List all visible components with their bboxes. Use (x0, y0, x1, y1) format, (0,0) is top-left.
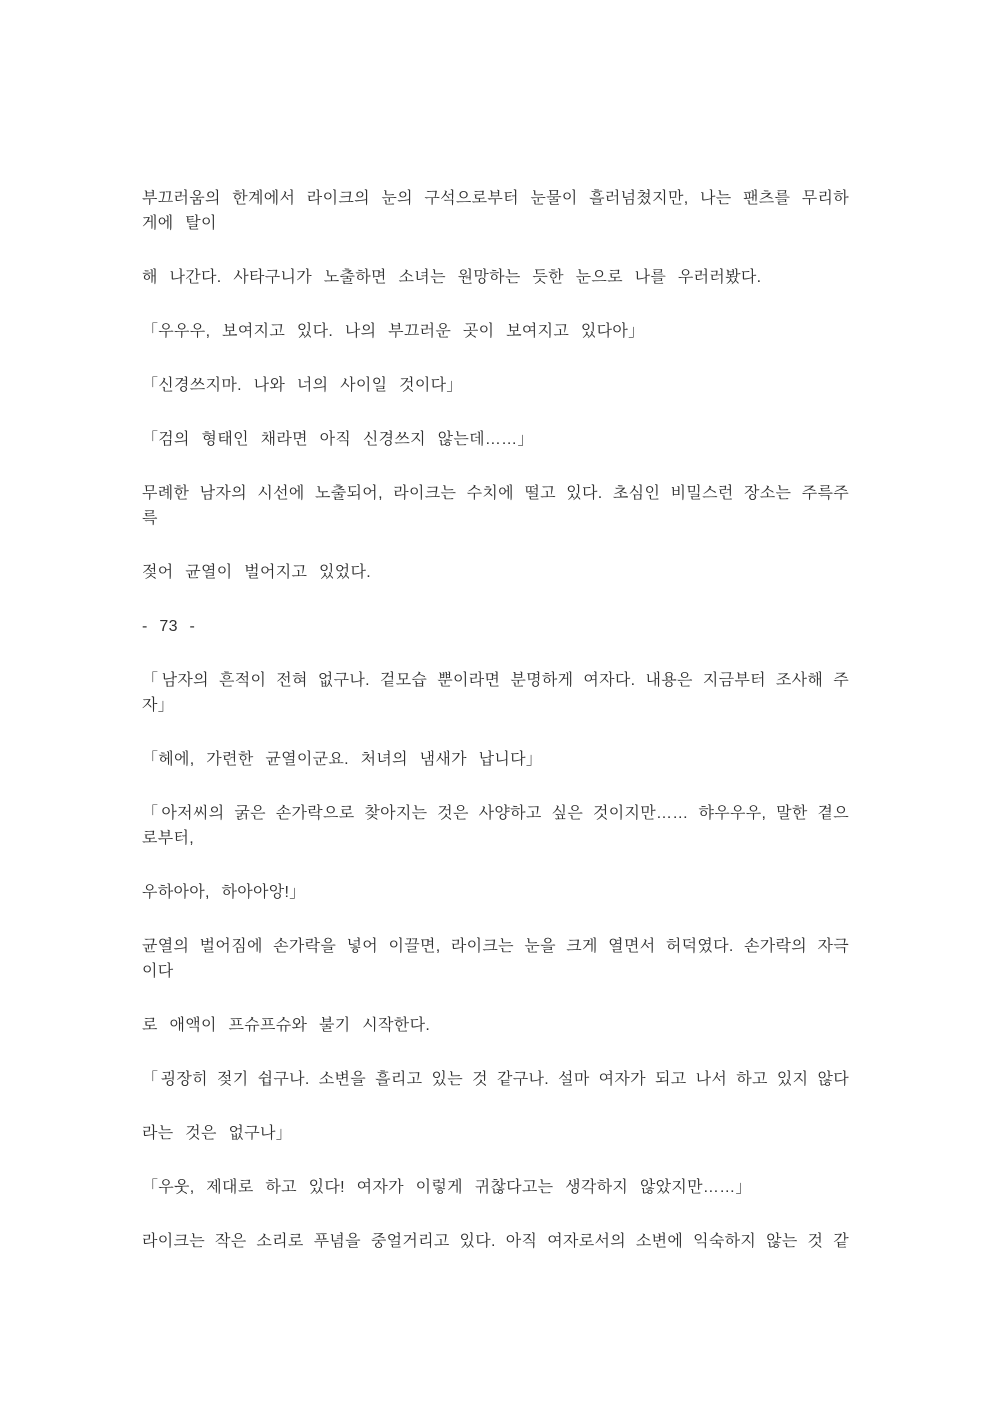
dialogue-line: 로부터, (142, 830, 195, 847)
paragraph (142, 427, 849, 452)
paragraph (142, 186, 849, 236)
text-line: 로 애액이 프슈프슈와 불기 시작한다. (142, 1017, 431, 1034)
text-line: 이다 (142, 963, 174, 980)
text-line: 젖어 균열이 벌어지고 있었다. (142, 564, 372, 581)
paragraph (142, 1067, 849, 1092)
dialogue-line: 라는 것은 없구나」 (142, 1125, 293, 1142)
paragraph (142, 668, 849, 718)
page-number: - 73 - (142, 618, 196, 635)
paragraph (142, 747, 849, 772)
text-line: 게에 탈이 (142, 215, 217, 232)
text-line: 무례한 남자의 시선에 노출되어, 라이크는 수치에 떨고 있다. 초심인 비밀스런 장소는 주륵주 (142, 485, 849, 502)
paragraph (142, 880, 849, 905)
paragraph (142, 560, 849, 585)
text-content (142, 186, 849, 1254)
paragraph (142, 1175, 849, 1200)
paragraph (142, 1013, 849, 1038)
paragraph (142, 1229, 849, 1254)
text-line: 부끄러움의 한계에서 라이크의 눈의 구석으로부터 눈물이 흘러넘쳤지만, 나는 팬츠를 무리하 (142, 190, 849, 207)
paragraph (142, 1121, 849, 1146)
paragraph (142, 373, 849, 398)
dialogue-line: 우하아아, 하아아앙!」 (142, 884, 306, 901)
paragraph (142, 801, 849, 851)
dialogue-line: 「우우우, 보여지고 있다. 나의 부끄러운 곳이 보여지고 있다아」 (142, 323, 645, 340)
paragraph (142, 319, 849, 344)
paragraph (142, 614, 849, 639)
paragraph (142, 934, 849, 984)
text-line: 라이크는 작은 소리로 푸념을 중얼거리고 있다. 아직 여자로서의 소변에 익숙하지 않는 것 같 (142, 1233, 849, 1250)
dialogue-line: 「헤에, 가련한 균열이군요. 처녀의 냄새가 납니다」 (142, 751, 543, 768)
paragraph (142, 265, 849, 290)
text-line: 균열의 벌어짐에 손가락을 넣어 이끌면, 라이크는 눈을 크게 열면서 허덕였다. 손가락의 자극 (142, 938, 849, 955)
text-line: 해 나간다. 사타구니가 노출하면 소녀는 원망하는 듯한 눈으로 나를 우러러봤다. (142, 269, 762, 286)
dialogue-line: 「우웃, 제대로 하고 있다! 여자가 이렇게 귀찮다고는 생각하지 않았지만……」 (142, 1179, 752, 1196)
dialogue-line: 「남자의 흔적이 전혀 없구나. 겉모습 뿐이라면 분명하게 여자다. 내용은 지금부터 조사해 주 (142, 672, 849, 689)
dialogue-line: 자」 (142, 697, 175, 714)
text-line: 륵 (142, 510, 158, 527)
dialogue-line: 「검의 형태인 채라면 아직 신경쓰지 않는데……」 (142, 431, 534, 448)
dialogue-line: 「아저씨의 굵은 손가락으로 찾아지는 것은 사양하고 싶은 것이지만…… 햐우우우, 말한 곁으 (142, 805, 849, 822)
dialogue-line: 「신경쓰지마. 나와 너의 사이일 것이다」 (142, 377, 463, 394)
dialogue-line: 「굉장히 젖기 쉽구나. 소변을 흘리고 있는 것 같구나. 설마 여자가 되고 나서 하고 있지 않다 (142, 1071, 849, 1088)
paragraph (142, 481, 849, 531)
